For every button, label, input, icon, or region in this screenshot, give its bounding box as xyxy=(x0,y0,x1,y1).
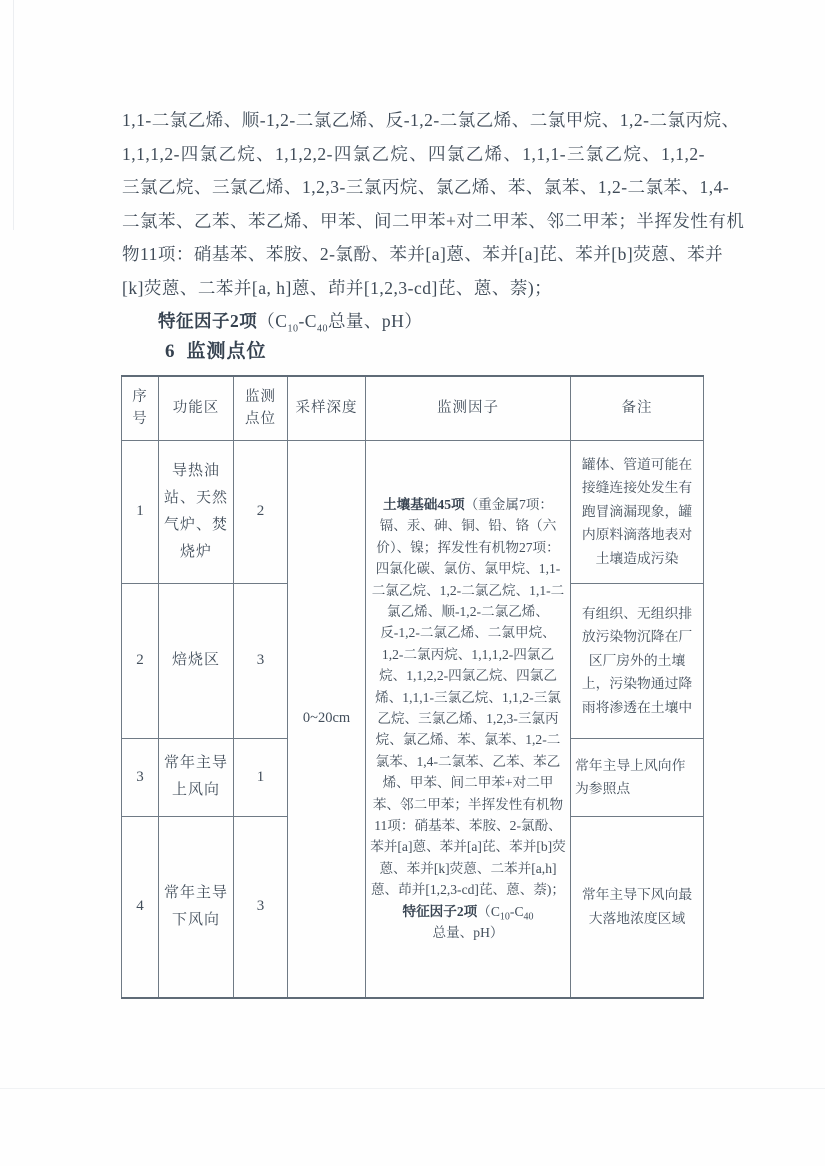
cell-area-1: 导热油站、天然气炉、焚烧炉 xyxy=(159,440,234,583)
header-factors: 监测因子 xyxy=(366,376,571,440)
cell-area-2: 焙烧区 xyxy=(159,583,234,738)
subscript-40: 40 xyxy=(316,323,328,335)
cell-no-3: 3 xyxy=(122,738,159,816)
cell-points-1: 2 xyxy=(234,440,288,583)
header-depth: 采样深度 xyxy=(288,376,366,440)
paragraph-line: 1,1-二氯乙烯、顺-1,2-二氯乙烯、反-1,2-二氯乙烯、二氯甲烷、1,2-二氯丙烷、 xyxy=(122,110,740,130)
monitoring-points-table xyxy=(121,375,704,999)
feature-dash: -C xyxy=(298,311,317,331)
cell-sampling-depth: 0~20cm xyxy=(288,440,366,998)
paragraph-line: 物11项：硝基苯、苯胺、2-氯酚、苯并[a]蒽、苯并[a]芘、苯并[b]荧蒽、苯并 xyxy=(122,244,724,264)
cell-remark-3: 常年主导上风向作为参照点 xyxy=(571,738,704,816)
factors-bold-soil: 土壤基础45项 xyxy=(383,496,465,512)
cell-points-4: 3 xyxy=(234,816,288,998)
header-remark: 备注 xyxy=(571,376,704,440)
scan-edge-artifact-bottom xyxy=(0,1088,825,1089)
header-area: 功能区 xyxy=(159,376,234,440)
feature-close: 总量、pH） xyxy=(327,311,423,331)
table-row xyxy=(122,440,704,583)
cell-no-4: 4 xyxy=(122,816,159,998)
factors-open: （C xyxy=(477,903,500,919)
header-no: 序号 xyxy=(122,376,159,440)
section-heading xyxy=(165,336,267,363)
paragraph-line: 三氯乙烷、三氯乙烯、1,2,3-三氯丙烷、氯乙烯、苯、氯苯、1,2-二氯苯、1,4- xyxy=(122,177,730,197)
body-paragraph xyxy=(122,104,745,339)
cell-remark-2: 有组织、无组织排放污染物沉降在厂区厂房外的土壤上，污染物通过降雨将渗透在土壤中 xyxy=(571,583,704,738)
cell-monitoring-factors xyxy=(366,440,571,998)
cell-points-3: 1 xyxy=(234,738,288,816)
factors-bold-feature: 特征因子2项 xyxy=(402,903,478,919)
paragraph-line: [k]荧蒽、二苯并[a, h]蒽、茚并[1,2,3-cd]芘、蒽、萘)； xyxy=(122,277,553,298)
feature-factor-label: 特征因子2项 xyxy=(158,311,258,331)
subscript-10: 10 xyxy=(287,323,299,335)
paragraph-line: 1,1,1,2-四氯乙烷、1,1,2,2-四氯乙烷、四氯乙烯、1,1,1-三氯乙烷、1,1,2- xyxy=(122,143,705,164)
cell-remark-1: 罐体、管道可能在接缝连接处发生有跑冒滴漏现象，罐内原料滴落地表对土壤造成污染 xyxy=(571,440,704,583)
subscript-10: 10 xyxy=(499,911,510,923)
factors-close: 总量、pH） xyxy=(432,925,504,941)
cell-area-4: 常年主导下风向 xyxy=(159,816,234,998)
cell-no-2: 2 xyxy=(122,583,159,738)
paragraph-line: 二氯苯、乙苯、苯乙烯、甲苯、间二甲苯+对二甲苯、邻二甲苯；半挥发性有机 xyxy=(122,210,745,231)
cell-remark-4: 常年主导下风向最大落地浓度区域 xyxy=(571,816,704,998)
feature-factor-line xyxy=(122,305,705,339)
factors-body: （重金属7项：镉、汞、砷、铜、铅、铬（六价）、镍；挥发性有机物27项：四氯化碳、氯仿、氯甲烷、1,1-二氯乙烷、1,2-二氯乙烷、1,1-二氯乙烯、顺-1,2-二氯乙烯、反-1,2-二氯乙烯、二氯甲烷、1,2-二氯丙烷、1,1,1,2-四氯乙烷、1,1,2,2-四氯乙烷、四氯乙烯、1,1,1-三氯乙烷、1,1,2-三氯乙烷、三氯乙烯、1,2,3-三氯丙烷、氯乙烯、苯、氯苯、1,2-二氯苯、1,4-二氯苯、乙苯、苯乙烯、甲苯、间二甲苯+对二甲苯、邻二甲苯；半挥发性有机物11项：硝基苯、苯胺、2-氯酚、苯并[a]蒽、苯并[a]芘、苯并[b]荧蒽、苯并[k]荧蒽、二苯并[a,h]蒽、茚并[1,2,3-cd]芘、蒽、萘)； xyxy=(370,496,566,898)
factors-dash: -C xyxy=(509,903,524,919)
feature-open: （C xyxy=(257,311,288,331)
cell-points-2: 3 xyxy=(234,583,288,738)
section-number: 6 xyxy=(165,341,175,362)
table-header-row xyxy=(122,376,704,440)
cell-area-3: 常年主导上风向 xyxy=(159,738,234,816)
subscript-40: 40 xyxy=(523,911,534,923)
cell-no-1: 1 xyxy=(122,440,159,583)
header-points: 监测点位 xyxy=(234,376,288,440)
scan-edge-artifact-left xyxy=(13,0,14,230)
section-title: 监测点位 xyxy=(186,341,267,362)
